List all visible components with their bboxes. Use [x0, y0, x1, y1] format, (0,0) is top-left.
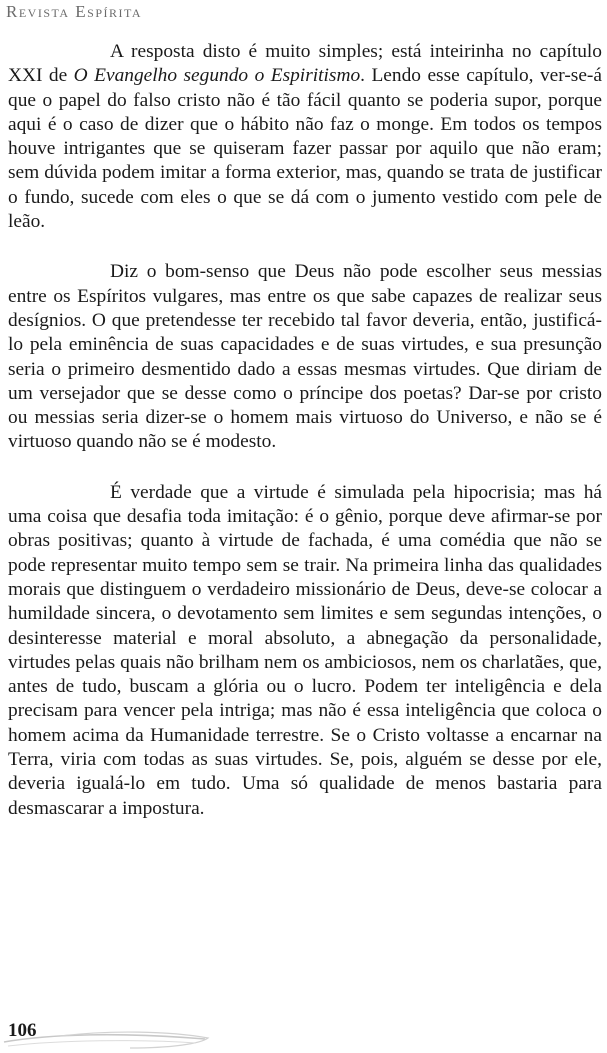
- paragraph-1-before: A resposta disto é muito simples; está inteirinha no capítulo XXI de: [8, 41, 602, 87]
- paragraph-3: É verdade que a virtude é simulada pela hipocrisia; mas há uma coisa que desafia toda imitação: é o gênio, porque deve afirmar-se por obras positivas; quanto à virtude de fachada, é uma comédia que não se pode representar muito tempo sem se trair. Na primeira linha das qualidades morais que distinguem o verdadeiro missionário de Deus, deve-se colocar a humildade sincera, o devotamento sem limites e sem segundas intenções, o desinteresse material e moral absoluto, a abnegação da personalidade, virtudes pelas quais não brilham nem os ambiciosos, nem os charlatães, que, antes de tudo, buscam a glória ou o lucro. Podem ter inteligência e dela precisam para vencer pela intriga; mas não é essa inteligência que coloca o homem acima da Humanidade terrestre. Se o Cristo voltasse a encarnar na Terra, viria com todas as suas virtudes. Se, pois, alguém se desse por ele, deveria igualá-lo em tudo. Uma só qualidade de menos bastaria para desmascarar a impostura.: [8, 481, 602, 819]
- page-number: 106: [8, 1020, 37, 1041]
- page-footer: [0, 1012, 607, 1053]
- page-body: [8, 40, 602, 847]
- book-title: O Evangelho segundo o Espiritismo: [73, 65, 361, 87]
- paragraph-1-after: . Lendo esse capítulo, ver-se-á que o papel do falso cristo não é tão fácil quanto se poderia supor, porque aqui é o caso de dizer que o hábito não faz o monge. Em todos os tempos houve intrigantes que se quiseram fazer passar por aquilo que não eram; sem dúvida podem imitar a forma exterior, mas, quando se trata de justificar o fundo, sucede com eles o que se dá com o jumento vestido com pele de leão.: [8, 65, 602, 233]
- paragraph-1: [8, 40, 602, 234]
- running-header: Revista Espírita: [6, 2, 143, 21]
- paragraph-2: Diz o bom-senso que Deus não pode escolher seus messias entre os Espíritos vulgares, mas entre os que sabe capazes de realizar seus desígnios. O que pretendesse ter recebido tal favor deveria, então, justificá-lo pela eminência de suas capacidades e de suas virtudes, e sua presunção seria o primeiro desmentido dado a essas mesmas virtudes. Que diriam de um versejador que se desse como o príncipe dos poetas? Dar-se por cristo ou messias seria dizer-se o homem mais virtuoso do Universo, e não se é virtuoso quando não se é modesto.: [8, 261, 602, 453]
